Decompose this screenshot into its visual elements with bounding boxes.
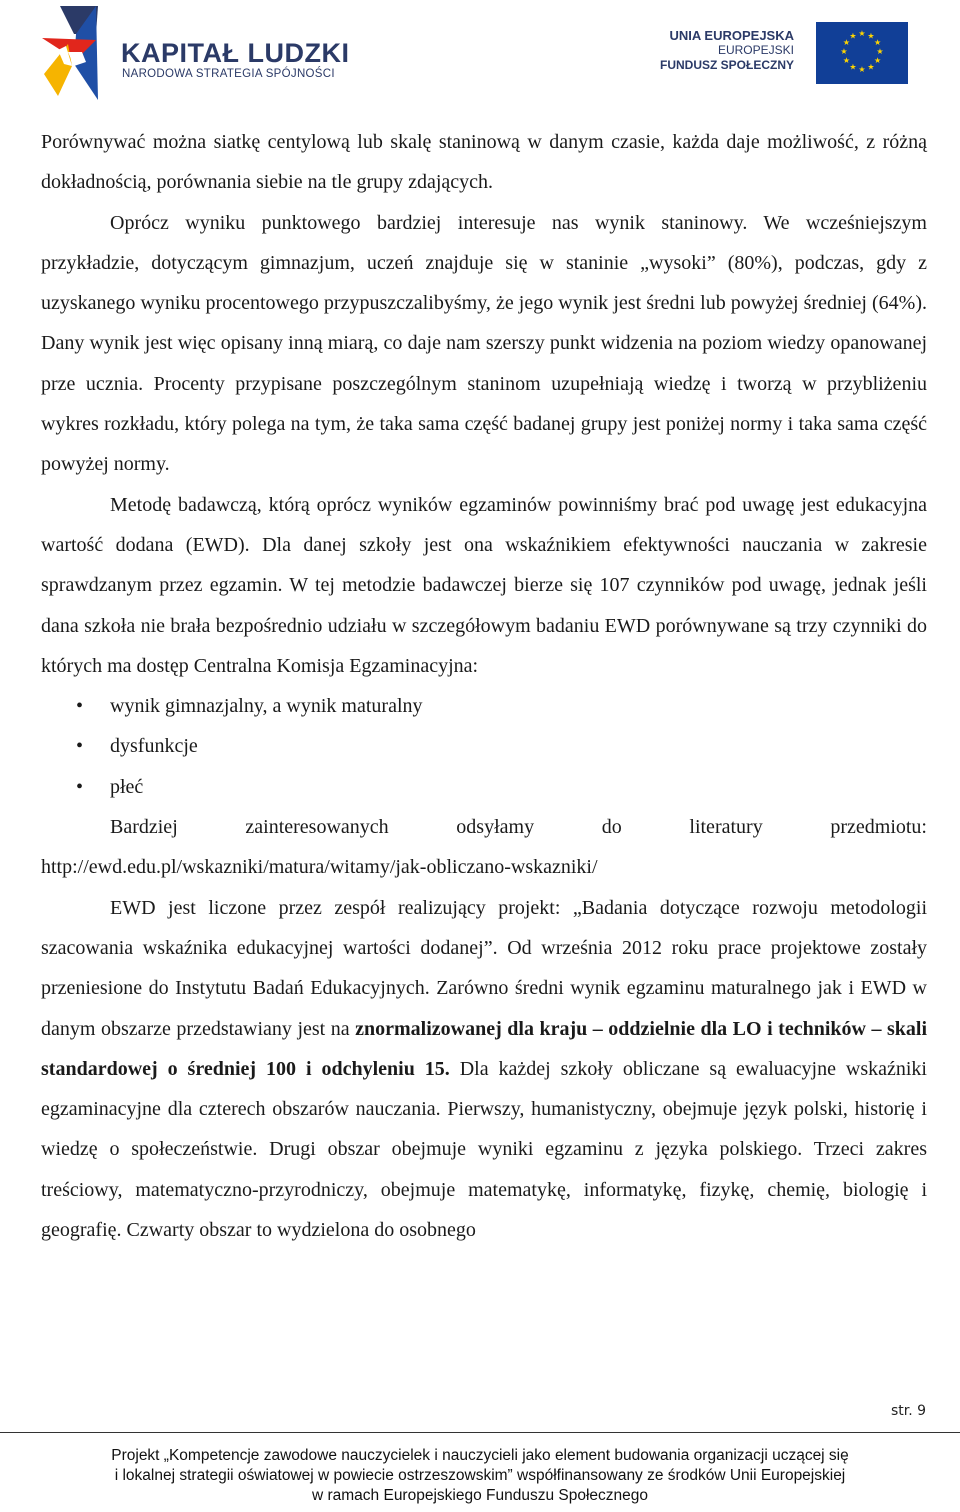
- svg-text:★: ★: [858, 29, 866, 38]
- paragraph-4: [41, 807, 927, 847]
- factor-list: [41, 686, 927, 807]
- footer-line2: i lokalnej strategii oświatowej w powiecie ostrzeszowskim” współfinansowany ze środków Unii Europejskiej: [114, 1467, 846, 1484]
- svg-text:★: ★: [840, 47, 848, 56]
- svg-text:★: ★: [858, 65, 866, 74]
- svg-text:★: ★: [849, 62, 857, 72]
- paragraph-2: Oprócz wyniku punktowego bardziej interesuje nas wynik staninowy. We wcześniejszym przykładzie, dotyczącym gimnazjum, uczeń znajduje się w staninie „wysoki” (80%), podczas, gdy z uzyskanego wyniku procentowego przypuszczalibyśmy, że jego wynik jest średni lub powyżej średniej (64%). Dany wynik jest więc opisany inną miarą, co daje nam szerszy punkt widzenia na poziom wiedzy opanowanej prze ucznia. Procenty przypisane poszczególnym staninom uzupełniają wiedzę i tworzą w przybliżeniu wykres rozkładu, który polega na tym, że taka sama część badanej grupy jest poniżej normy i taka sama część powyżej normy.: [41, 211, 927, 476]
- eu-logo-line3: FUNDUSZ SPOŁECZNY: [659, 58, 794, 72]
- literature-link[interactable]: http://ewd.edu.pl/wskazniki/matura/witamy/jak-obliczano-wskazniki/: [41, 856, 598, 879]
- paragraph-5-end: Dla każdej szkoły obliczane są ewaluacyjne wskaźniki egzaminacyjne dla czterech obszarów nauczania. Pierwszy, humanistyczny, obejmuje język polski, historię i wiedzę o społeczeństwie. Drugi obszar obejmuje wyniki egzaminu z języka polskiego. Trzeci zakres treściowy, matematyczno-przyrodniczy, obejmuje matematykę, informatykę, fizykę, chemię, biologię i geografię. Czwarty obszar to wydzielona do osobnego: [41, 1057, 927, 1242]
- eu-logo-line1: UNIA EUROPEJSKA: [669, 28, 794, 43]
- paragraph-5-start: EWD jest liczone przez zespół realizujący projekt: „Badania dotyczące rozwoju metodologii szacowania wskaźnika edukacyjnej wartości dodanej”. Od września 2012 roku prace projektowe zostały przeniesione do Instytutu Badań Edukacyjnych. Zarówno średni wynik egzaminu maturalnego jak i EWD w danym obszarze przedstawiany jest na: [41, 896, 927, 1040]
- eu-flag-icon: [816, 22, 908, 84]
- eu-logo-line2: EUROPEJSKI: [717, 43, 794, 57]
- kapital-ludzki-logo: [38, 4, 350, 100]
- literature-link-line: [41, 847, 927, 887]
- svg-text:★: ★: [842, 38, 850, 47]
- page-header: [0, 0, 960, 110]
- document-body: [41, 122, 927, 1250]
- svg-text:★: ★: [874, 56, 882, 65]
- eu-logo: [659, 22, 908, 84]
- svg-text:★: ★: [849, 31, 857, 41]
- kapital-ludzki-title: KAPITAŁ LUDZKI: [121, 38, 350, 68]
- paragraph-5: [41, 888, 927, 1251]
- kapital-ludzki-subtitle: NARODOWA STRATEGIA SPÓJNOŚCI: [122, 68, 335, 80]
- paragraph-3: Metodę badawczą, którą oprócz wyników egzaminów powinniśmy brać pod uwagę jest edukacyjna wartość dodana (EWD). Dla danej szkoły jest ona wskaźnikiem efektywności nauczania w zakresie sprawdzanym przez egzamin. W tej metodzie badawczej bierze się 107 czynników pod uwagę, jednak jeśli dana szkoła nie brała bezpośrednio udziału w szczegółowym badaniu EWD porównywane są trzy czynniki do których ma dostęp Centralna Komisja Egzaminacyjna:: [41, 493, 927, 677]
- footer-line1: Projekt „Kompetencje zawodowe nauczycielek i nauczycieli jako element budowania organizacji uczącej się: [111, 1447, 849, 1464]
- kapital-ludzki-star-icon: [38, 4, 118, 100]
- page-footer: [0, 1446, 960, 1506]
- svg-text:★: ★: [874, 38, 882, 47]
- literature-text: Bardziej zainteresowanych odsyłamy do literatury przedmiotu:: [110, 816, 927, 839]
- footer-divider: [0, 1432, 960, 1433]
- svg-text:★: ★: [876, 47, 884, 56]
- svg-text:★: ★: [842, 56, 850, 65]
- paragraph-5-bold: znormalizowanej dla kraju – oddzielnie dla LO i techników – skali standardowej o średniej 100 i odchyleniu 15.: [41, 1017, 928, 1080]
- list-item: • płeć: [110, 767, 927, 807]
- list-item: • wynik gimnazjalny, a wynik maturalny: [110, 686, 927, 726]
- page-number: str. 9: [890, 1403, 926, 1419]
- footer-line3: w ramach Europejskiego Funduszu Społecznego: [311, 1487, 649, 1504]
- svg-text:★: ★: [867, 62, 875, 72]
- list-item: • dysfunkcje: [110, 726, 927, 766]
- paragraph-1: Porównywać można siatkę centylową lub skalę staninową w danym czasie, każda daje możliwość, z różną dokładnością, porównania siebie na tle grupy zdających.: [41, 131, 927, 194]
- eu-logo-text: [660, 28, 794, 73]
- svg-text:★: ★: [867, 31, 875, 41]
